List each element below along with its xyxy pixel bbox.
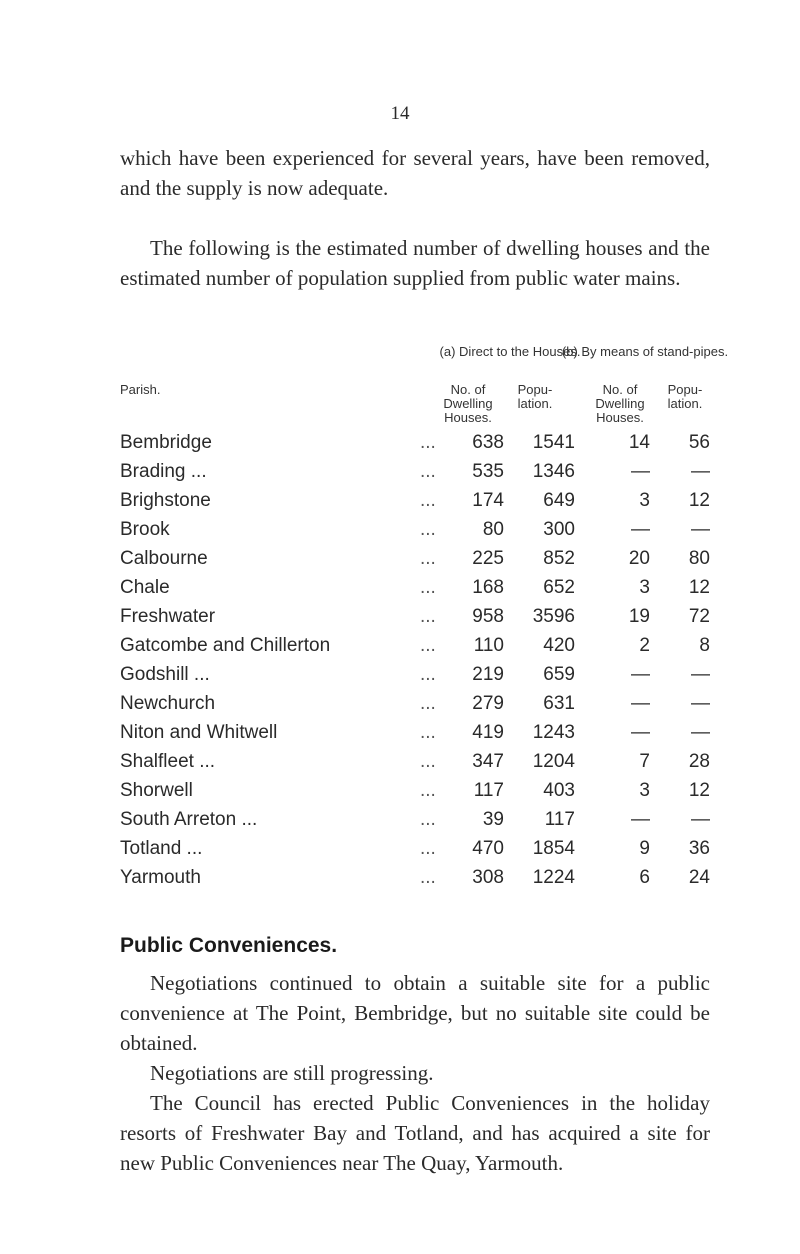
leader-dots: ... (420, 577, 436, 598)
b-population-cell: — (691, 461, 710, 482)
leader-dots: ... (420, 867, 436, 888)
group-b-header: (b) By means of stand-pipes. (561, 344, 729, 359)
table-row (120, 631, 710, 660)
parish-name: Bembridge (120, 432, 212, 453)
a-population-cell: 1204 (532, 751, 575, 772)
parish-column-header: Parish. (120, 382, 161, 397)
a-population-cell: 649 (543, 490, 575, 511)
a-dwellings-cell: 80 (482, 519, 504, 540)
a-population-cell: 420 (543, 635, 575, 656)
leader-dots: ... (420, 838, 436, 859)
b-dwellings-cell: 6 (639, 867, 650, 888)
a-dwellings-cell: 225 (472, 548, 504, 569)
table-row (120, 602, 710, 631)
public-conveniences-heading: Public Conveniences. (120, 934, 338, 957)
a-population-column-header: Popu- lation. (517, 382, 553, 411)
a-population-cell: 117 (544, 809, 575, 830)
leader-dots: ... (420, 693, 436, 714)
a-population-cell: 1541 (532, 432, 575, 453)
group-a-header: (a) Direct to the Houses. (439, 344, 581, 359)
a-population-cell: 631 (543, 693, 575, 714)
parish-name: Brading ... (120, 461, 207, 482)
b-population-cell: 24 (688, 867, 710, 888)
a-dwellings-cell: 39 (482, 809, 504, 830)
b-population-column-header: Popu- lation. (667, 382, 703, 411)
b-population-cell: 36 (688, 838, 710, 859)
b-dwellings-cell: — (631, 461, 650, 482)
b-dwellings-cell: 3 (639, 577, 650, 598)
negotiations-paragraph-2: Negotiations are still progressing. (150, 1061, 434, 1085)
a-population-cell: 1854 (532, 838, 575, 859)
a-dwellings-cell: 470 (472, 838, 504, 859)
a-population-cell: 659 (543, 664, 575, 685)
negotiations-paragraph-1: Negotiations continued to obtain a suitable site for a public convenience at The Point, Bembridge, but no suitable site could be obtained. (120, 971, 710, 1055)
table-row (120, 457, 710, 486)
b-dwellings-cell: — (631, 519, 650, 540)
b-population-cell: 28 (688, 751, 710, 772)
a-dwellings-cell: 110 (473, 635, 504, 656)
b-population-cell: 80 (688, 548, 710, 569)
b-dwellings-cell: — (631, 693, 650, 714)
leader-dots: ... (420, 548, 436, 569)
table-row (120, 660, 710, 689)
leader-dots: ... (420, 490, 436, 511)
table-row (120, 573, 710, 602)
a-dwellings-cell: 958 (472, 606, 504, 627)
b-population-cell: — (691, 664, 710, 685)
table-row (120, 718, 710, 747)
b-dwellings-cell: — (631, 722, 650, 743)
a-population-cell: 852 (543, 548, 575, 569)
b-dwellings-cell: 20 (628, 548, 650, 569)
a-dwellings-cell: 419 (472, 722, 504, 743)
a-population-cell: 1224 (532, 867, 575, 888)
b-population-cell: — (691, 693, 710, 714)
parish-name: Freshwater (120, 606, 216, 627)
b-dwellings-cell: 19 (628, 606, 650, 627)
a-dwellings-cell: 638 (472, 432, 504, 453)
a-dwellings-cell: 219 (472, 664, 504, 685)
a-dwellings-column-header: No. of Dwelling Houses. (443, 382, 493, 425)
parish-name: Gatcombe and Chillerton (120, 635, 331, 656)
parish-name: Totland ... (120, 838, 203, 859)
b-dwellings-cell: 2 (639, 635, 650, 656)
a-population-cell: 403 (543, 780, 575, 801)
table-row (120, 486, 710, 515)
parish-name: Godshill ... (120, 664, 210, 685)
parish-name: Chale (120, 577, 170, 598)
b-dwellings-cell: 3 (639, 490, 650, 511)
b-population-cell: 12 (688, 577, 710, 598)
b-population-cell: 12 (688, 780, 710, 801)
leader-dots: ... (420, 664, 436, 685)
leader-dots: ... (420, 751, 436, 772)
parish-name: Niton and Whitwell (120, 722, 278, 743)
b-dwellings-cell: 3 (639, 780, 650, 801)
table-row (120, 428, 710, 457)
intro-continuation: which have been experienced for several years, have been removed, and the supply is now adequate. (120, 146, 710, 200)
parish-name: Newchurch (120, 693, 216, 714)
b-dwellings-cell: 14 (628, 432, 650, 453)
leader-dots: ... (420, 780, 436, 801)
b-population-cell: 56 (688, 432, 710, 453)
b-dwellings-cell: — (631, 664, 650, 685)
a-population-cell: 1346 (532, 461, 575, 482)
b-population-cell: — (691, 519, 710, 540)
water-supply-table (120, 428, 710, 892)
table-row (120, 776, 710, 805)
b-population-cell: — (691, 722, 710, 743)
leader-dots: ... (420, 606, 436, 627)
parish-name: Shorwell (120, 780, 193, 801)
leader-dots: ... (420, 635, 436, 656)
b-dwellings-column-header: No. of Dwelling Houses. (595, 382, 645, 425)
a-dwellings-cell: 308 (472, 867, 504, 888)
leader-dots: ... (420, 432, 436, 453)
council-paragraph: The Council has erected Public Conveniences in the holiday resorts of Freshwater Bay and Totland, and has acquired a site for new Public Conveniences near The Quay, Yarmouth. (120, 1091, 710, 1175)
b-population-cell: 12 (688, 490, 710, 511)
b-population-cell: — (691, 809, 710, 830)
leader-dots: ... (420, 809, 436, 830)
a-population-cell: 300 (543, 519, 575, 540)
table-row (120, 689, 710, 718)
b-population-cell: 72 (688, 606, 710, 627)
page-number: 14 (390, 103, 410, 124)
table-row (120, 515, 710, 544)
a-dwellings-cell: 168 (472, 577, 504, 598)
b-dwellings-cell: 9 (639, 838, 650, 859)
intro-following: The following is the estimated number of dwelling houses and the estimated number of population supplied from public water mains. (120, 236, 710, 290)
table-row (120, 747, 710, 776)
leader-dots: ... (420, 461, 436, 482)
parish-name: Yarmouth (120, 867, 201, 888)
b-dwellings-cell: — (631, 809, 650, 830)
a-dwellings-cell: 347 (472, 751, 504, 772)
a-dwellings-cell: 174 (472, 490, 504, 511)
leader-dots: ... (420, 722, 436, 743)
parish-name: Shalfleet ... (120, 751, 216, 772)
a-population-cell: 1243 (532, 722, 575, 743)
parish-name: South Arreton ... (120, 809, 258, 830)
table-row (120, 805, 710, 834)
table-row (120, 544, 710, 573)
parish-name: Calbourne (120, 548, 208, 569)
a-dwellings-cell: 117 (473, 780, 504, 801)
b-population-cell: 8 (699, 635, 710, 656)
a-population-cell: 3596 (532, 606, 575, 627)
table-row (120, 863, 710, 892)
b-dwellings-cell: 7 (639, 751, 650, 772)
table-row (120, 834, 710, 863)
a-dwellings-cell: 535 (472, 461, 504, 482)
parish-name: Brook (120, 519, 170, 540)
leader-dots: ... (420, 519, 436, 540)
a-dwellings-cell: 279 (472, 693, 504, 714)
a-population-cell: 652 (543, 577, 575, 598)
parish-name: Brighstone (120, 490, 211, 511)
